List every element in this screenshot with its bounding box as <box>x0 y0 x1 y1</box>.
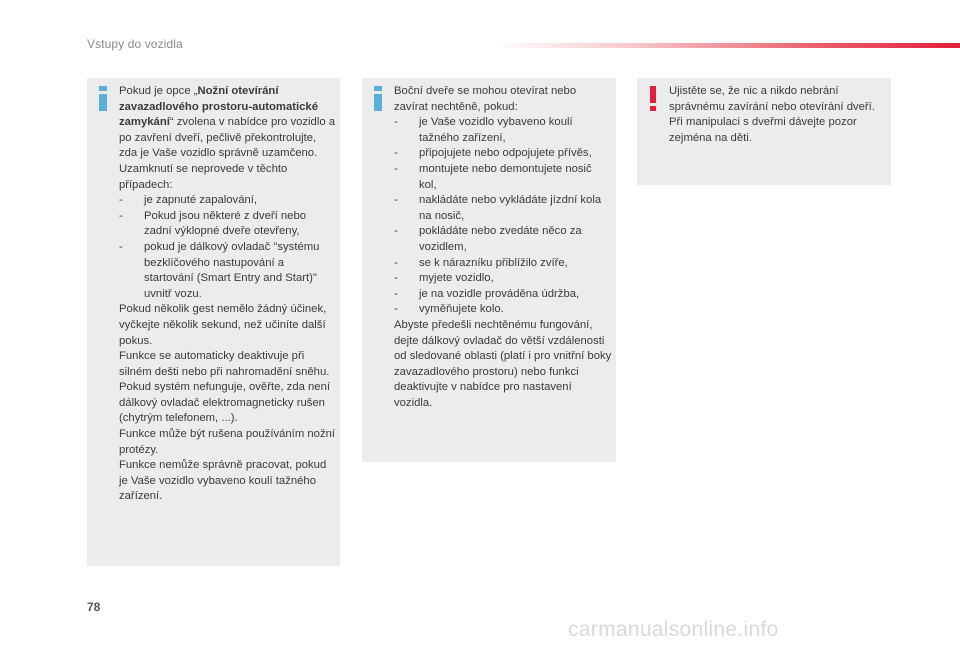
paragraph: Funkce se automaticky deaktivuje při silném dešti nebo při nahromadění sněhu. <box>119 350 330 378</box>
list-item: - je na vozidle prováděna údržba, <box>394 287 580 300</box>
paragraph: Abyste předešli nechtěnému fungování, dejte dálkový ovladač do větší vzdálenosti od sledované oblasti (platí i pro vnitřní boky zavazadlového prostoru) nebo funkci deaktivujte v nabídce pro nastavení vozidla. <box>394 318 612 409</box>
paragraph: Funkce může být rušena používáním nožní protézy. <box>119 428 336 456</box>
list-item: - nakládáte nebo vykládáte jízdní kola na nosič, <box>394 194 602 222</box>
info-icon <box>374 86 382 112</box>
info-panel-kick-opening <box>87 78 340 566</box>
list-item: - myjete vozidlo, <box>394 272 494 285</box>
feature-name: Nožní otevírání zavazadlového prostoru-automatické zamykání <box>119 85 318 129</box>
list-item: - pokud je dálkový ovladač "systému bezklíčového nastupování a startování (Smart Entry and Start)" uvnitř vozu. <box>119 240 320 300</box>
list-item: - je Vaše vozidlo vybaveno koulí tažného zařízení, <box>394 116 573 144</box>
paragraph: Pokud několik gest nemělo žádný účinek, vyčkejte několik sekund, než učiníte další pokus. <box>119 303 327 347</box>
intro-paragraph: Boční dveře se mohou otevírat nebo zavírat nechtěně, pokud: <box>394 85 577 113</box>
warning-icon <box>649 86 657 112</box>
header-accent-bar <box>490 43 960 48</box>
paragraph: Funkce nemůže správně pracovat, pokud je Vaše vozidlo vybaveno koulí tažného zařízení. <box>119 459 327 503</box>
list-item: - je zapnuté zapalování, <box>119 194 258 207</box>
info-icon <box>99 86 107 112</box>
list-item: - montujete nebo demontujete nosič kol, <box>394 162 592 191</box>
intro-paragraph: Pokud je opce „Nožní otevírání zavazadlového prostoru-automatické zamykání“ zvolena v nabídce pro vozidlo a po zavření dveří, pečlivě překontrolujte, zda je Vaše vozidlo správně uzamčeno. <box>119 85 336 160</box>
section-title: Vstupy do vozidla <box>87 37 183 51</box>
paragraph: Ujistěte se, že nic a nikdo nebrání správnému zavírání nebo otevírání dveří. <box>669 85 875 113</box>
info-panel-side-doors <box>362 78 616 462</box>
panel-text <box>119 84 336 505</box>
list-item: - pokládáte nebo zvedáte něco za vozidlem, <box>394 225 582 253</box>
paragraph: Pokud systém nefunguje, ověřte, zda není dálkový ovladač elektromagneticky rušen (chytrým telefonem, ...). <box>119 381 331 425</box>
panel-text <box>394 84 612 411</box>
paragraph: Uzamknutí se neprovede v těchto případech: <box>119 162 288 191</box>
panel-text <box>669 84 887 146</box>
list-item: - vyměňujete kolo. <box>394 303 504 316</box>
paragraph: Při manipulaci s dveřmi dávejte pozor zejména na děti. <box>669 116 857 144</box>
watermark: carmanualsonline.info <box>568 618 779 641</box>
list-item: - se k nárazníku přiblížilo zvíře, <box>394 256 568 269</box>
list-item: - Pokud jsou některé z dveří nebo zadní výklopné dveře otevřeny, <box>119 209 307 238</box>
page-number: 78 <box>87 600 101 614</box>
warning-panel-doors <box>637 78 891 185</box>
list-item: - připojujete nebo odpojujete přívěs, <box>394 147 592 160</box>
